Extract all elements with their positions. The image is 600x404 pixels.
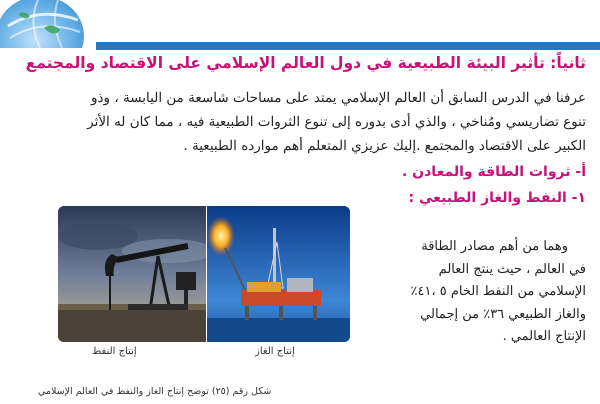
body-line: والغاز الطبيعي ٣٦٪ من إجمالي (420, 306, 586, 322)
globe-logo-icon (0, 0, 160, 48)
oil-pump-photo (58, 206, 206, 342)
header-band (96, 42, 600, 50)
photo-panel (58, 206, 350, 342)
body-line: الإنتاج العالمي . (502, 329, 586, 344)
gas-platform-photo (207, 206, 350, 342)
figure-caption: شكل رقم (٢٥) توضح إنتاج الغاز والنفط في العالم الإسلامي (38, 386, 272, 397)
subheading-oil-gas: ١- النفط والغاز الطبيعي : (408, 190, 586, 206)
intro-line: الكبير على الاقتصاد والمجتمع .إليك عزيزي المتعلم أهم موارده الطبيعية . (183, 138, 586, 154)
intro-line: تنوع تضاريسي ومُناخي ، والذي أدى بدوره إلى تنوع الثروات الطبيعية فيه ، مما كان له الأثر (87, 114, 586, 130)
subheading-energy: أ- ثروات الطاقة والمعادن . (401, 164, 586, 180)
intro-paragraph (16, 86, 586, 158)
section-heading: ثانياً: تأثير البيئة الطبيعية في دول العالم الإسلامي على الاقتصاد والمجتمع (25, 54, 586, 72)
body-line: وهما من أهم مصادر الطاقة (421, 239, 568, 254)
body-line: الإسلامي من النفط الخام ٥ ،٤١٪ (410, 284, 586, 299)
oil-gas-paragraph (354, 236, 586, 349)
gas-caption: إنتاج الغاز (255, 346, 295, 357)
oil-caption: إنتاج النفط (92, 346, 137, 357)
body-line: في العالم ، حيث ينتج العالم (438, 261, 586, 277)
intro-line: عرفنا في الدرس السابق أن العالم الإسلامي يمتد على مساحات شاسعة من اليابسة ، وذو (90, 90, 586, 106)
